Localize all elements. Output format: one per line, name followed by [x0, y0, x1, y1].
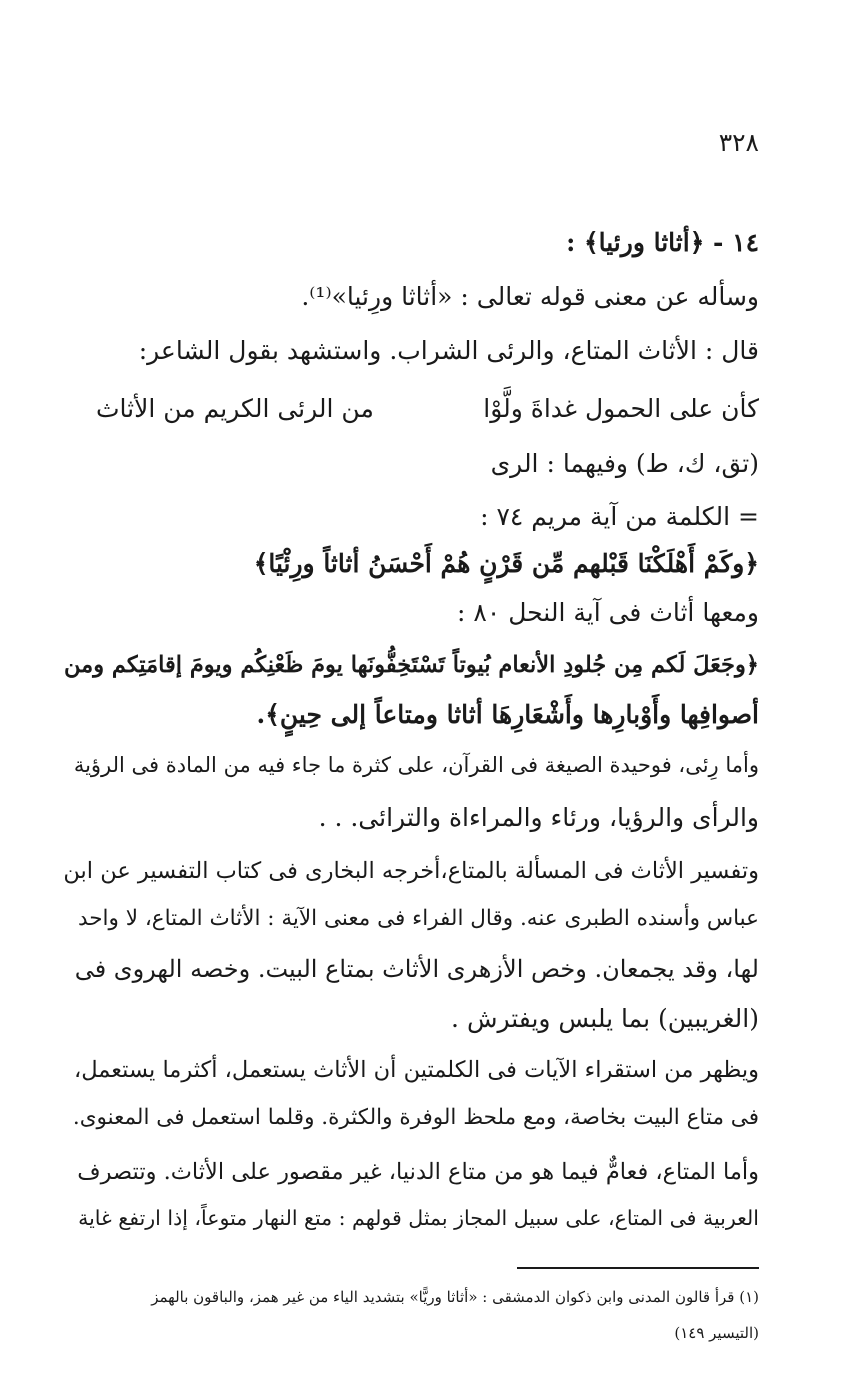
text-line: وأما المتاع، فعامٌّ فيما هو من متاع الدنيا، غير مقصور على الأثاث. وتتصرف	[77, 1159, 759, 1185]
text-line: (تق، ك، ط) وفيهما : الرى	[490, 449, 759, 478]
quran-verse-line: أصوافِها وأَوْبارِها وأَشْعَارِهَا أثاثا ومتاعاً إلى حِينٍ﴾.	[256, 700, 759, 729]
text-line: وسأله عن معنى قوله تعالى : «أثاثا ورِئيا»⁽¹⁾.	[301, 282, 759, 311]
page-number: ٣٢٨	[718, 128, 759, 157]
quran-verse-line: ﴿وكَمْ أَهْلَكْنَا قَبْلهم مِّن قَرْنٍ هُمْ أَحْسَنُ أثاثاً ورِئْيًا﴾	[253, 549, 759, 578]
quran-verse-line: ﴿وجَعَلَ لَكم مِن جُلودِ الأنعام بُيوتاً تَسْتَخِفُّونَها يومَ ظَعْنِكُم ويومَ إقامَتِكم ومن	[64, 652, 759, 678]
text-line: (الغريبين) بما يلبس ويفترش .	[451, 1004, 759, 1033]
text-line: وأما رِئى، فوحيدة الصيغة فى القرآن، على كثرة ما جاء فيه من المادة فى الرؤية	[73, 753, 759, 777]
text-line: ويظهر من استقراء الآيات فى الكلمتين أن الأثاث يستعمل، أكثرما يستعمل،	[74, 1057, 759, 1083]
text-line: قال : الأثاث المتاع، والرئى الشراب. واستشهد بقول الشاعر:	[138, 336, 759, 365]
text-line: ومعها أثاث فى آية النحل ٨٠ :	[457, 598, 759, 627]
footnote-separator	[517, 1267, 759, 1269]
text-line: وتفسير الأثاث فى المسألة بالمتاع،أخرجه البخارى فى كتاب التفسير عن ابن	[63, 858, 759, 884]
text-line: والرأى والرؤيا، ورئاء والمراءاة والترائى. . .	[318, 803, 759, 832]
text-line: العربية فى المتاع، على سبيل المجاز بمثل قولهم : متع النهار متوعاً، إذا ارتفع غاية	[78, 1206, 759, 1230]
footnote-line: (١) قرأ قالون المدنى وابن ذكوان الدمشقى : «أثاثا وريًّا» بتشديد الياء من غير همز، والباقون بالهمز	[151, 1288, 759, 1306]
entry-heading: ١٤ - ﴿أثاثا ورئيا﴾ :	[566, 228, 759, 257]
text-line: عباس وأسنده الطبرى عنه. وقال الفراء فى معنى الآية : الأثاث المتاع، لا واحد	[77, 906, 759, 931]
footnote-line: (التيسير ١٤٩)	[674, 1324, 759, 1342]
text-line: فى متاع البيت بخاصة، ومع ملحظ الوفرة والكثرة. وقلما استعمل فى المعنوى.	[72, 1105, 759, 1130]
poem-verse-first-hemistich: كأن على الحمول غداةَ ولَّوْا	[483, 394, 759, 423]
poem-verse-second-hemistich: من الرئى الكريم من الأثاث	[96, 394, 374, 423]
text-line: = الكلمة من آية مريم ٧٤ :	[480, 502, 759, 531]
text-line: لها، وقد يجمعان. وخص الأزهرى الأثاث بمتاع البيت. وخصه الهروى فى	[74, 955, 759, 983]
